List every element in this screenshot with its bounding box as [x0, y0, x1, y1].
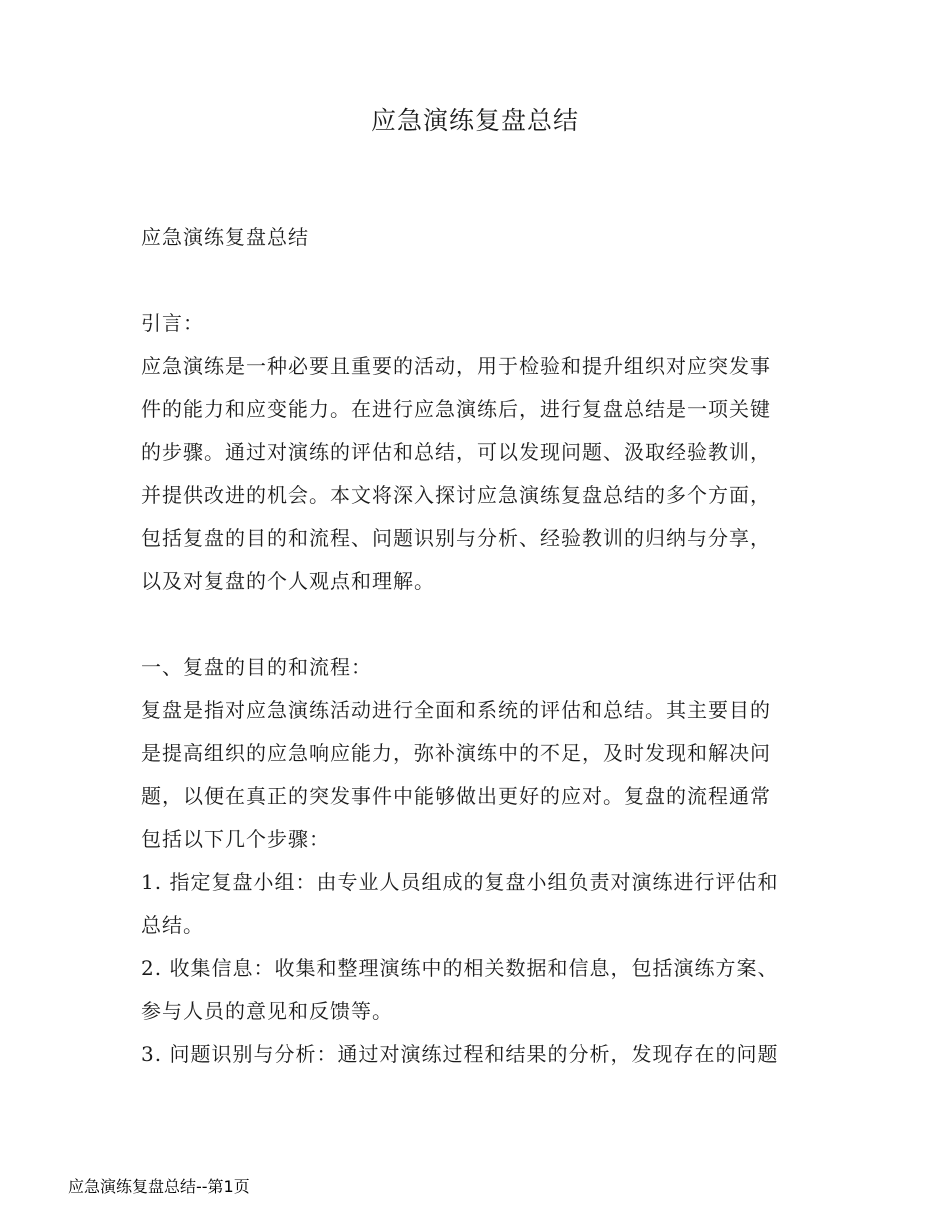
page-footer: 应急演练复盘总结--第1页 — [68, 1177, 250, 1196]
section1-line: 题，以便在真正的突发事件中能够做出更好的应对。复盘的流程通常 — [141, 784, 771, 808]
section1-line: 2. 收集信息：收集和整理演练中的相关数据和信息，包括演练方案、 — [141, 956, 779, 980]
intro-line: 以及对复盘的个人观点和理解。 — [141, 569, 435, 593]
intro-line: 包括复盘的目的和流程、问题识别与分析、经验教训的归纳与分享， — [141, 526, 771, 550]
section1-line: 参与人员的意见和反馈等。 — [141, 999, 393, 1023]
section1-line: 1. 指定复盘小组：由专业人员组成的复盘小组负责对演练进行评估和 — [141, 870, 779, 894]
intro-heading: 引言： — [141, 311, 204, 335]
section1-line: 复盘是指对应急演练活动进行全面和系统的评估和总结。其主要目的 — [141, 698, 771, 722]
blank-line — [141, 603, 806, 646]
intro-line: 的步骤。通过对演练的评估和总结，可以发现问题、汲取经验教训， — [141, 440, 771, 464]
intro-line: 并提供改进的机会。本文将深入探讨应急演练复盘总结的多个方面， — [141, 483, 771, 507]
document-title: 应急演练复盘总结 — [370, 106, 579, 135]
blank-line — [141, 259, 806, 302]
section1-line: 总结。 — [141, 913, 204, 937]
intro-line: 件的能力和应变能力。在进行应急演练后，进行复盘总结是一项关键 — [141, 397, 771, 421]
section1-line: 是提高组织的应急响应能力，弥补演练中的不足，及时发现和解决问 — [141, 741, 771, 765]
document-body — [141, 216, 806, 1076]
document-subtitle: 应急演练复盘总结 — [141, 225, 309, 249]
section1-line: 3. 问题识别与分析：通过对演练过程和结果的分析，发现存在的问题 — [141, 1042, 779, 1066]
section1-heading: 一、复盘的目的和流程： — [141, 655, 372, 679]
section1-line: 包括以下几个步骤： — [141, 827, 330, 851]
intro-line: 应急演练是一种必要且重要的活动，用于检验和提升组织对应突发事 — [141, 354, 771, 378]
